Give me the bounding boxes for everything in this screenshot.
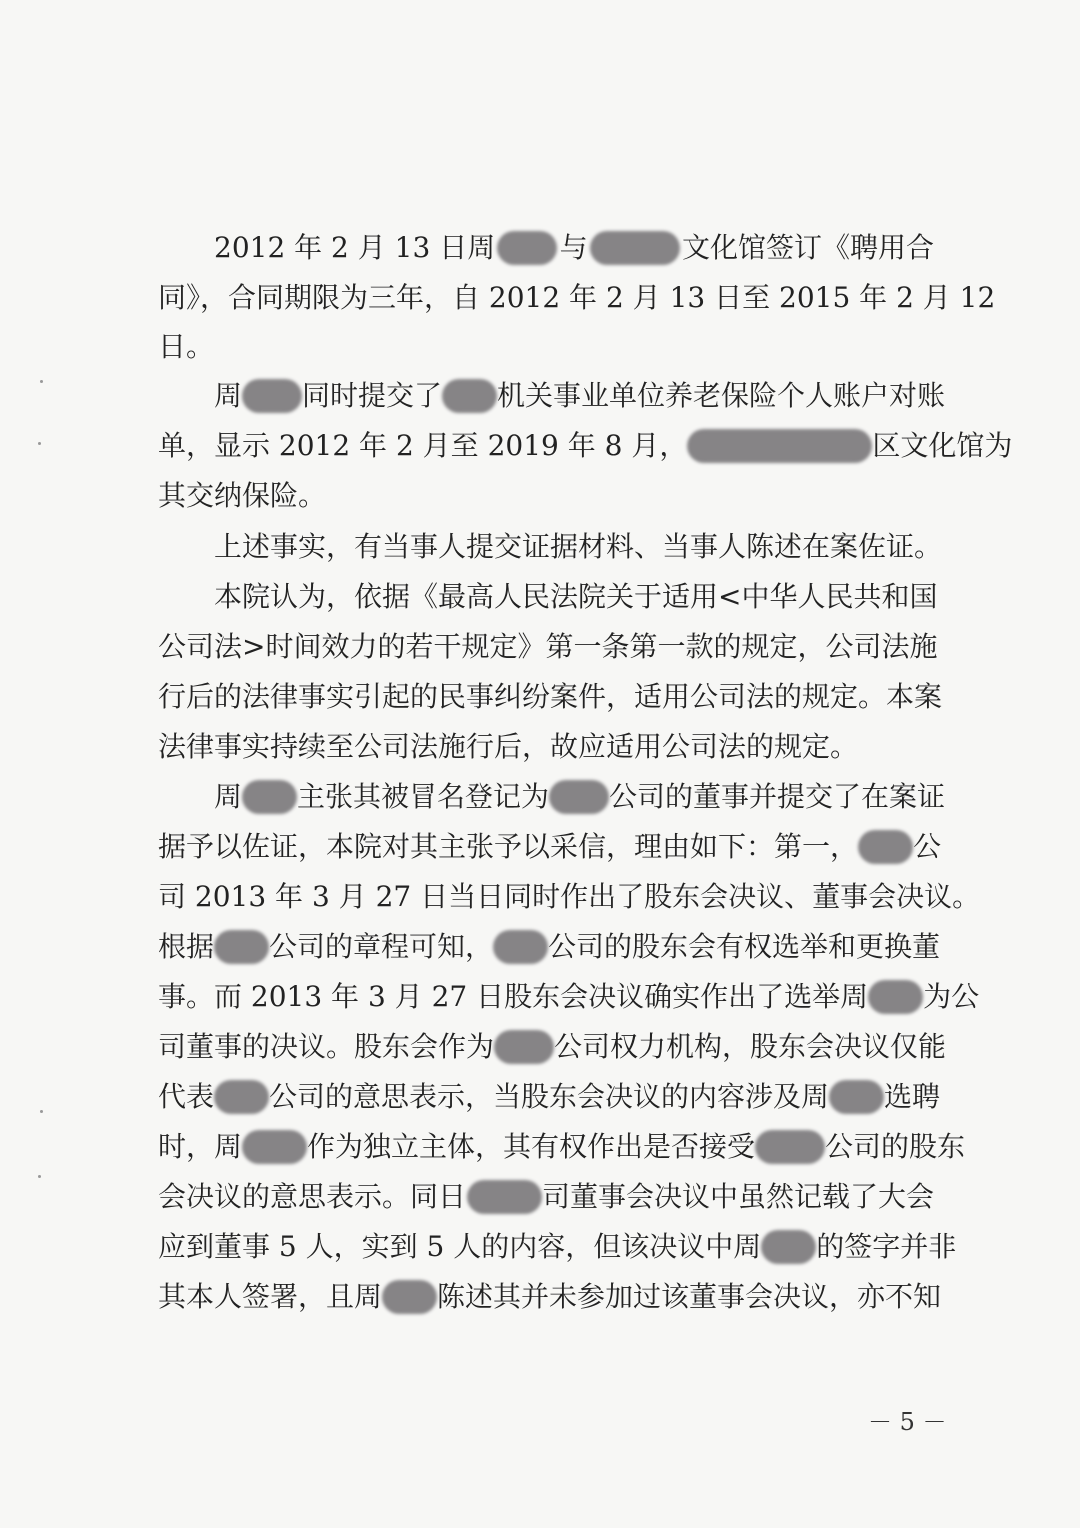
text-segment: 作为独立主体，其有权作出是否接受 bbox=[307, 1130, 756, 1163]
text-segment: 上述事实，有当事人提交证据材料、当事人陈述在案佐证。 bbox=[214, 530, 943, 563]
text-line bbox=[158, 476, 934, 516]
scan-speck bbox=[38, 442, 41, 445]
redaction-mark bbox=[761, 1230, 816, 1264]
text-segment: 区文化馆为 bbox=[872, 429, 1013, 462]
redaction-mark bbox=[549, 780, 609, 814]
text-line bbox=[158, 1277, 942, 1317]
text-segment: 单，显示 2012 年 2 月至 2019 年 8 月， bbox=[158, 429, 688, 462]
redaction-mark bbox=[590, 231, 680, 265]
text-segment: 公 bbox=[913, 830, 942, 863]
text-line bbox=[214, 577, 938, 617]
redaction-mark bbox=[382, 1280, 437, 1314]
text-segment: 日。 bbox=[158, 330, 215, 363]
text-segment: 陈述其并未参加过该董事会决议，亦不知 bbox=[437, 1280, 942, 1313]
text-segment: 根据 bbox=[158, 930, 215, 963]
text-segment: 公司的意思表示，当股东会决议的内容涉及周 bbox=[269, 1080, 830, 1113]
text-segment: 同》，合同期限为三年，自 2012 年 2 月 13 日至 2015 年 2 月 12 bbox=[158, 281, 996, 314]
redaction-mark bbox=[755, 1130, 825, 1164]
text-segment: 时，周 bbox=[158, 1130, 243, 1163]
text-segment: 为公 bbox=[923, 980, 980, 1013]
text-segment: 法律事实持续至公司法施行后，故应适用公司法的规定。 bbox=[158, 730, 859, 763]
redaction-mark bbox=[242, 1130, 307, 1164]
text-segment: 与 bbox=[559, 231, 588, 264]
redaction-mark bbox=[497, 231, 557, 265]
text-line bbox=[158, 877, 981, 917]
scan-speck bbox=[38, 1175, 41, 1178]
redaction-mark bbox=[242, 379, 302, 413]
text-segment: 公司的股东会有权选举和更换董 bbox=[548, 930, 941, 963]
page-number: － 5 － bbox=[868, 1408, 947, 1436]
text-line bbox=[158, 927, 941, 967]
text-line bbox=[158, 977, 980, 1017]
redaction-mark bbox=[829, 1080, 884, 1114]
text-line bbox=[214, 376, 946, 416]
text-line bbox=[214, 777, 946, 817]
text-line bbox=[158, 727, 934, 767]
text-segment: 司 2013 年 3 月 27 日当日同时作出了股东会决议、董事会决议。 bbox=[158, 880, 981, 913]
text-line bbox=[158, 827, 942, 867]
text-segment: 会决议的意思表示。同日 bbox=[158, 1180, 467, 1213]
text-segment: 应到董事 5 人，实到 5 人的内容，但该决议中周 bbox=[158, 1230, 762, 1263]
text-line bbox=[158, 1077, 941, 1117]
text-line bbox=[158, 1027, 947, 1067]
text-segment: 其本人签署，且周 bbox=[158, 1280, 383, 1313]
text-segment: 公司权力机构，股东会决议仅能 bbox=[554, 1030, 947, 1063]
text-segment: 选聘 bbox=[884, 1080, 941, 1113]
text-segment: 其交纳保险。 bbox=[158, 479, 327, 512]
redaction-mark bbox=[214, 1080, 269, 1114]
text-segment: 同时提交了 bbox=[302, 379, 443, 412]
text-line bbox=[158, 1127, 966, 1167]
scan-speck bbox=[40, 1110, 43, 1113]
redaction-mark bbox=[494, 1030, 554, 1064]
text-line bbox=[158, 627, 938, 667]
text-segment: 周 bbox=[214, 780, 243, 813]
text-line bbox=[158, 677, 943, 717]
text-segment: 代表 bbox=[158, 1080, 215, 1113]
redaction-mark bbox=[442, 379, 497, 413]
text-line bbox=[158, 278, 996, 318]
text-segment: 本院认为，依据《最高人民法院关于适用<中华人民共和国 bbox=[214, 580, 938, 613]
text-line bbox=[214, 228, 934, 268]
text-line bbox=[214, 527, 943, 567]
scan-speck bbox=[40, 380, 43, 383]
redaction-mark bbox=[858, 830, 913, 864]
text-line bbox=[158, 327, 934, 367]
redaction-mark bbox=[214, 930, 269, 964]
redaction-mark bbox=[687, 429, 872, 463]
text-line bbox=[158, 1227, 957, 1267]
text-segment: 的签字并非 bbox=[816, 1230, 957, 1263]
text-segment: 公司法>时间效力的若干规定》第一条第一款的规定，公司法施 bbox=[158, 630, 938, 663]
text-segment: 行后的法律事实引起的民事纠纷案件，适用公司法的规定。本案 bbox=[158, 680, 943, 713]
text-segment: 司董事会决议中虽然记载了大会 bbox=[541, 1180, 934, 1213]
text-segment: 文化馆签订《聘用合 bbox=[681, 231, 934, 264]
text-segment: 公司的董事并提交了在案证 bbox=[609, 780, 946, 813]
text-line bbox=[158, 1177, 934, 1217]
text-segment: 2012 年 2 月 13 日周 bbox=[214, 231, 496, 264]
text-segment: 周 bbox=[214, 379, 243, 412]
redaction-mark bbox=[242, 780, 297, 814]
redaction-mark bbox=[868, 980, 923, 1014]
text-segment: 事。而 2013 年 3 月 27 日股东会决议确实作出了选举周 bbox=[158, 980, 869, 1013]
text-segment: 主张其被冒名登记为 bbox=[297, 780, 550, 813]
text-segment: 公司的股东 bbox=[825, 1130, 966, 1163]
text-segment: 据予以佐证，本院对其主张予以采信，理由如下：第一， bbox=[158, 830, 859, 863]
text-segment: 机关事业单位养老保险个人账户对账 bbox=[497, 379, 946, 412]
redaction-mark bbox=[467, 1180, 542, 1214]
redaction-mark bbox=[493, 930, 548, 964]
text-segment: 司董事的决议。股东会作为 bbox=[158, 1030, 495, 1063]
text-segment: 公司的章程可知， bbox=[269, 930, 494, 963]
text-line bbox=[158, 426, 1013, 466]
